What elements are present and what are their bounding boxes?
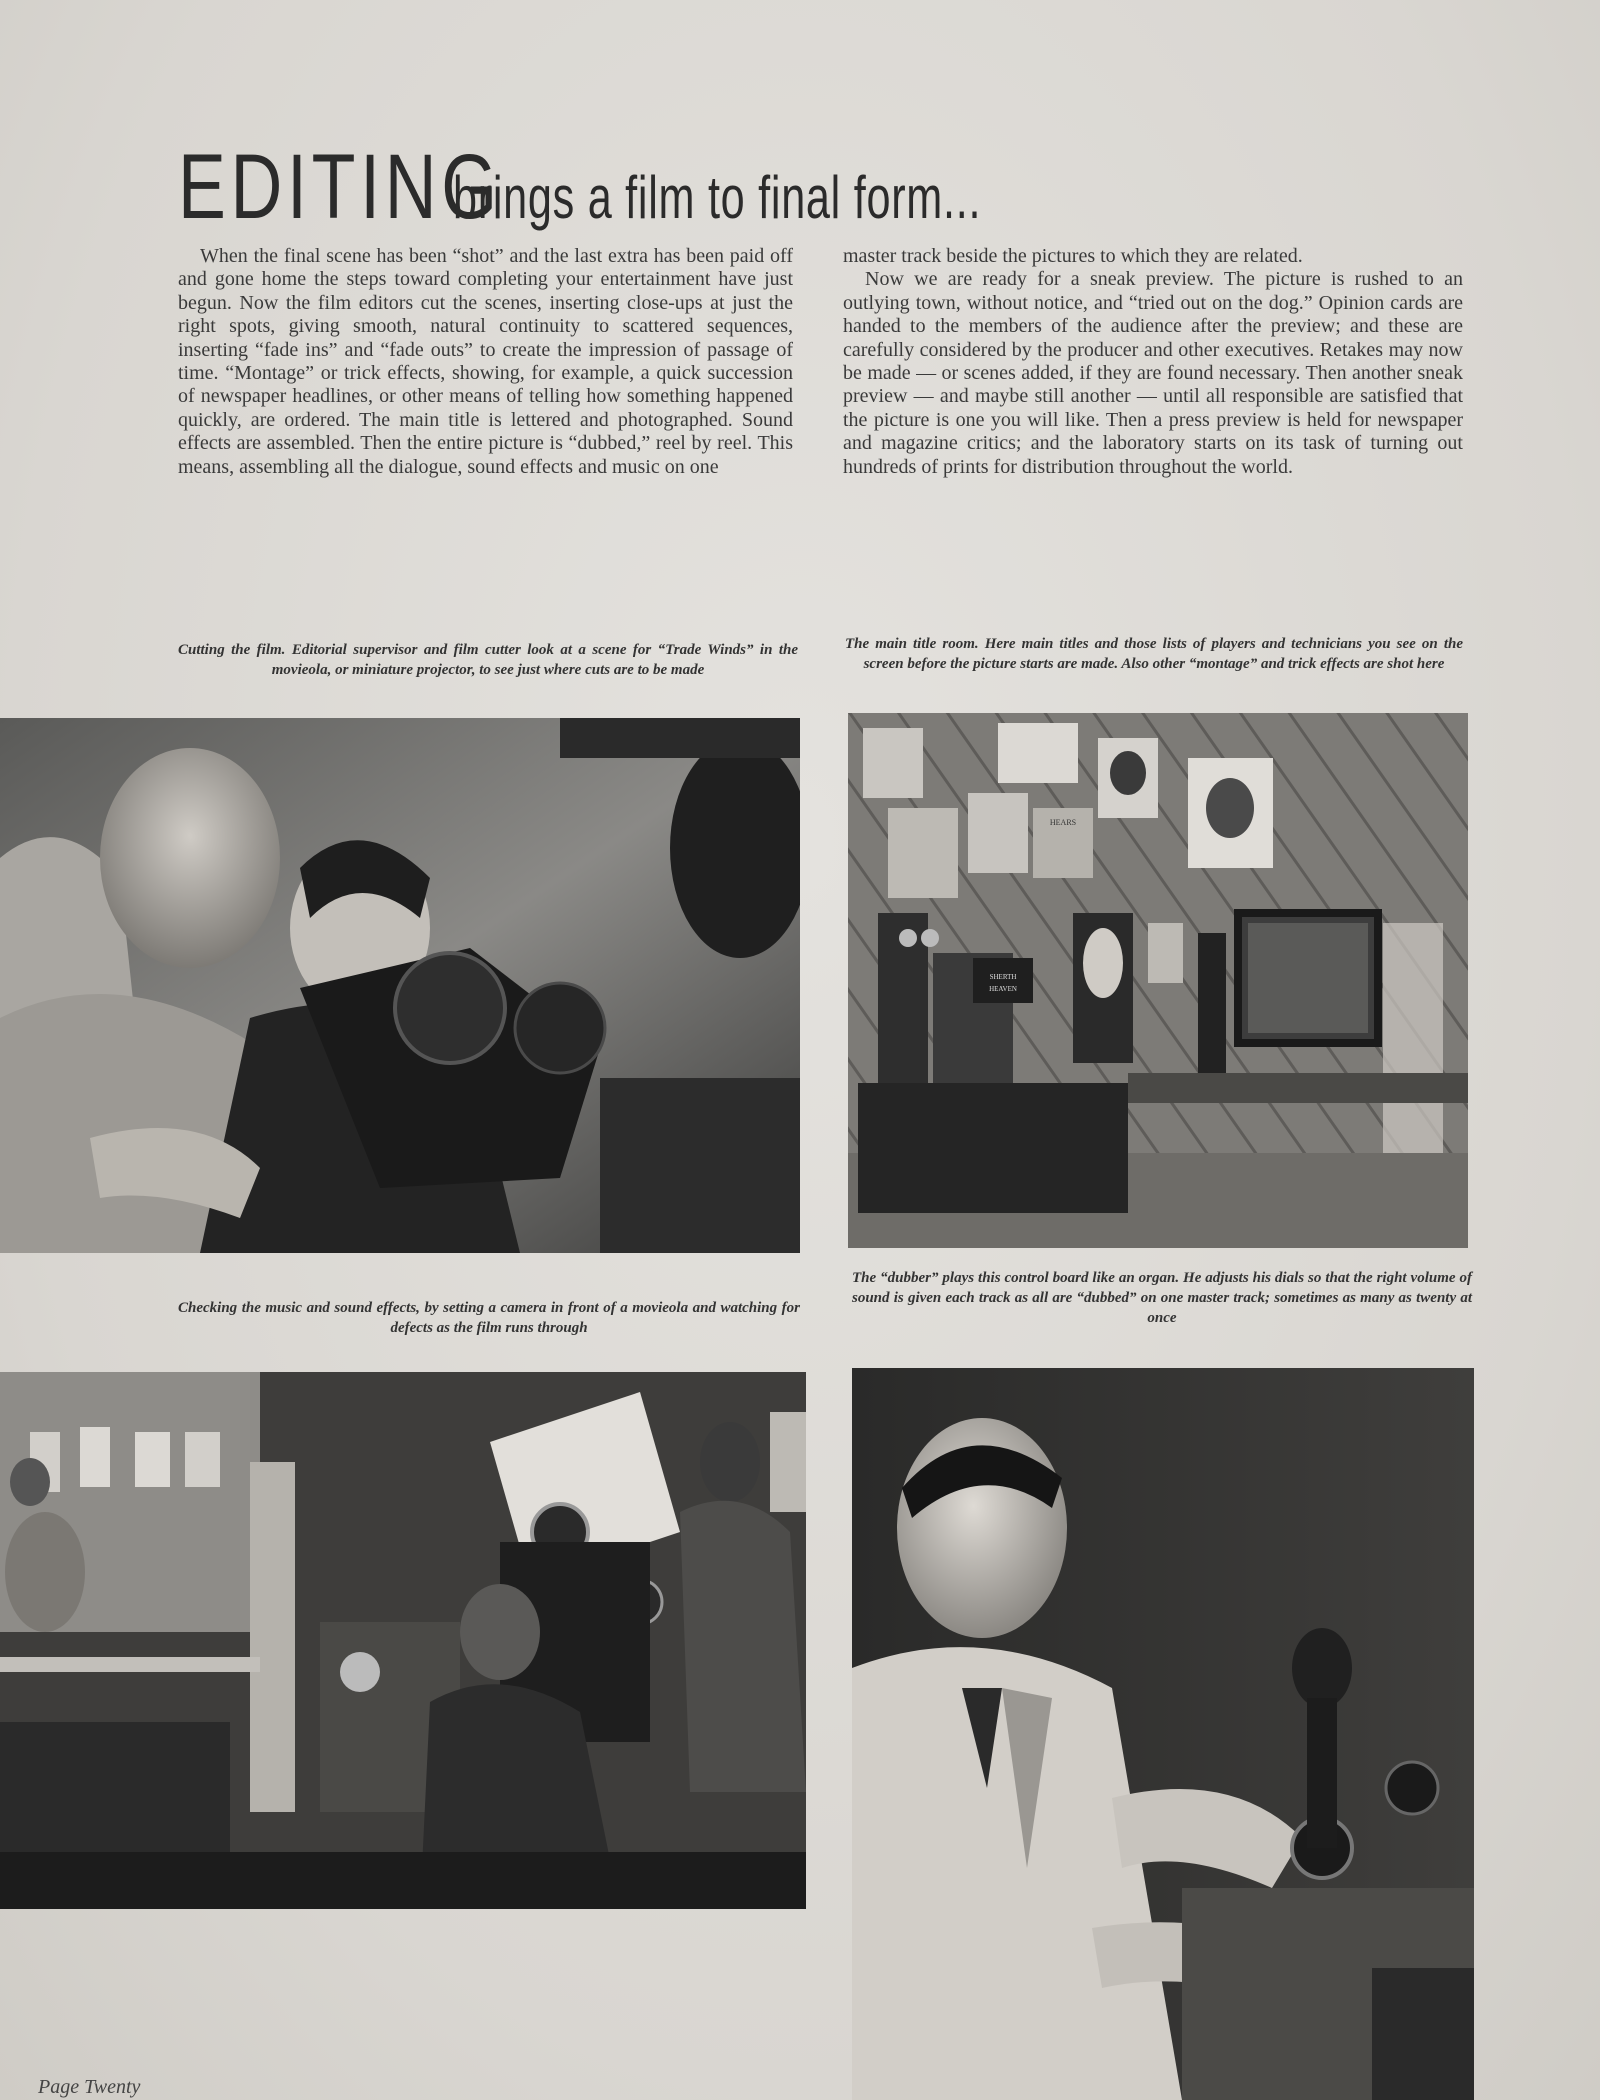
photo-cutting-film [0, 718, 800, 1253]
photo-dubber-graphic [852, 1368, 1474, 2100]
photo-dubber [852, 1368, 1474, 2100]
poster-label: HEARS [1049, 818, 1077, 827]
body-column-right [843, 245, 1463, 595]
caption-cutting-film: Cutting the film. Editorial supervisor and film cutter look at a scene for “Trade Winds” in the movieola, or miniature projector, to see just where cuts are to be made [178, 642, 798, 678]
caption-checking-sound: Checking the music and sound effects, by setting a camera in front of a movieola and watching for defects as the film runs through [178, 1300, 800, 1336]
sign-line-2: HEAVEN [989, 985, 1017, 993]
title-main-word: EDITING [178, 136, 502, 238]
body-paragraph-preview: Now we are ready for a sneak preview. The picture is rushed to an outlying town, without notice, and “tried out on the dog.” Opinion cards are handed to the members of the audience after the preview; and these are carefully considered by the producer and other executives. Retakes may now be made — or scenes added, if they are found necessary. Then another sneak preview — and maybe still another — until all responsible are satisfied that the picture is one you will like. Then a press preview is held for newspaper and magazine critics; and the laboratory starts on its task of turning out hundreds of prints for distribution throughout the world. [843, 268, 1463, 478]
body-column-left: When the final scene has been “shot” and the last extra has been paid off and gone home the steps toward completing your entertainment have just begun. Now the film editors cut the scenes, inserting close-ups at just the right spots, giving smooth, natural continuity to scattered sequences, inserting “fade ins” and “fade outs” to create the impression of passage of time. “Montage” or trick effects, showing, for example, a quick succession of newspaper headlines, or other means of telling how something happened quickly, are ordered. The main title is lettered and photographed. Sound effects are assembled. Then the entire picture is “dubbed,” reel by reel. This means, assembling all the dialogue, sound effects and music on one [178, 245, 793, 478]
photo-main-title-room-graphic [848, 713, 1468, 1248]
photo-main-title-room [848, 713, 1468, 1248]
caption-dubber: The “dubber” plays this control board like an organ. He adjusts his dials so that the right volume of sound is given each track as all are “dubbed” on one master track; sometimes as many as twenty at once [852, 1270, 1472, 1326]
photo-checking-sound [0, 1372, 806, 1909]
page-number: Page Twenty [38, 2076, 141, 2098]
photo-cutting-film-graphic [0, 718, 800, 1253]
photo-checking-sound-graphic [0, 1372, 806, 1909]
body-paragraph-continued: master track beside the pictures to which they are related. [843, 245, 1303, 267]
sign-line-1: SHERTH [989, 973, 1017, 981]
article-title [178, 135, 1278, 245]
caption-main-title-room: The main title room. Here main titles and those lists of players and technicians you see on the screen before the picture starts are made. Also other “montage” and trick effects are shot here [845, 636, 1463, 672]
title-subtitle: brings a film to final form... [453, 164, 982, 231]
